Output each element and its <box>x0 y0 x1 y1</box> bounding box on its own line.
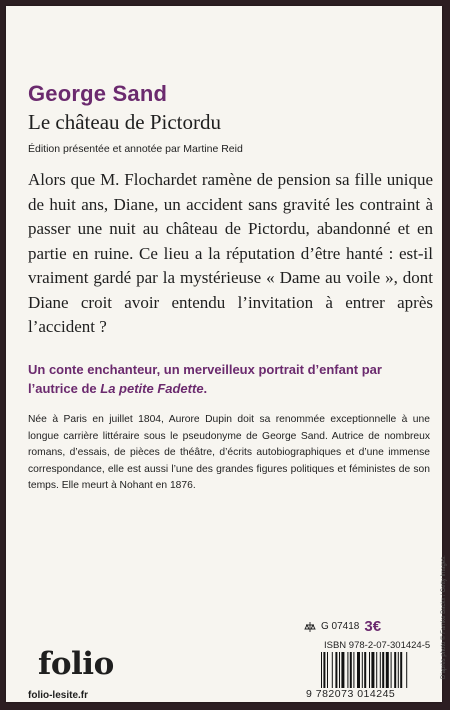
barcode-bar <box>364 652 366 688</box>
barcode-bar <box>339 652 340 688</box>
website: folio-lesite.fr <box>28 690 89 701</box>
edition-note: Édition présentée et annotée par Martine Reid <box>28 143 243 155</box>
barcode-bar <box>353 652 354 688</box>
tagline-italic-title: La petite Fadette <box>100 381 204 396</box>
barcode-bar <box>327 652 328 688</box>
barcode-bar <box>341 652 344 688</box>
tagline-text: Un conte enchanteur, un merveilleux portrait d’enfant par l’autrice de <box>28 362 382 396</box>
back-cover <box>6 6 447 702</box>
barcode-bar <box>380 652 381 688</box>
tagline <box>28 360 428 398</box>
price-line <box>304 618 381 635</box>
price: 3€ <box>364 618 382 635</box>
photo-credit: D’après photo © Famke Backx / Getty Images. <box>441 555 447 679</box>
gallimard-mark-icon <box>304 621 316 633</box>
barcode-bar <box>394 652 396 688</box>
catalog-code: G 07418 <box>321 621 360 632</box>
barcode-bar <box>332 652 333 688</box>
isbn: ISBN 978-2-07-301424-5 <box>324 640 431 651</box>
barcode <box>320 652 434 688</box>
barcode-digits: 9 782073 014245 <box>306 688 396 700</box>
barcode-bar <box>400 652 402 688</box>
barcode-bar <box>347 652 348 688</box>
author-name: George Sand <box>28 81 168 106</box>
barcode-bar <box>406 652 407 688</box>
summary-text: Alors que M. Flochardet ramène de pension sa fille unique de huit ans, Diane, un accident sans gravité les contraint à passer une nuit au château de Pictordu, abandonné et en partie en ruine. Ce lieu a la réputation d’être hanté : est-il vraiment gardé par la mystérieuse « Dame au voile », dont Diane croit avoir entendu l’invitation à entrer après l’accident ? <box>28 170 433 336</box>
barcode-bar <box>398 652 399 688</box>
barcode-bar <box>362 652 363 688</box>
barcode-bar <box>391 652 392 688</box>
folio-logo: folio <box>38 646 114 682</box>
barcode-bar <box>335 652 337 688</box>
barcode-bar <box>350 652 352 688</box>
barcode-bar <box>369 652 370 688</box>
barcode-bar <box>321 652 322 688</box>
barcode-bar <box>386 652 389 688</box>
barcode-bar <box>357 652 360 688</box>
barcode-bar <box>376 652 377 688</box>
author-bio: Née à Paris en juillet 1804, Aurore Dupin doit sa renommée exceptionnelle à une longue carrière littéraire sous le pseudonyme de George Sand. Autrice de nombreux romans, d’essais, de pièces de théâtre, d’écrits autobiographiques et d’une immense correspondance, elle est aussi l’une des grandes figures politiques et féministes de son temps. Elle meurt à Nohant en 1876. <box>28 414 430 492</box>
tagline-end: . <box>203 381 208 396</box>
barcode-bar <box>382 652 384 688</box>
barcode-bar <box>371 652 374 688</box>
barcode-bar <box>323 652 325 688</box>
book-title: Le château de Pictordu <box>28 110 221 134</box>
